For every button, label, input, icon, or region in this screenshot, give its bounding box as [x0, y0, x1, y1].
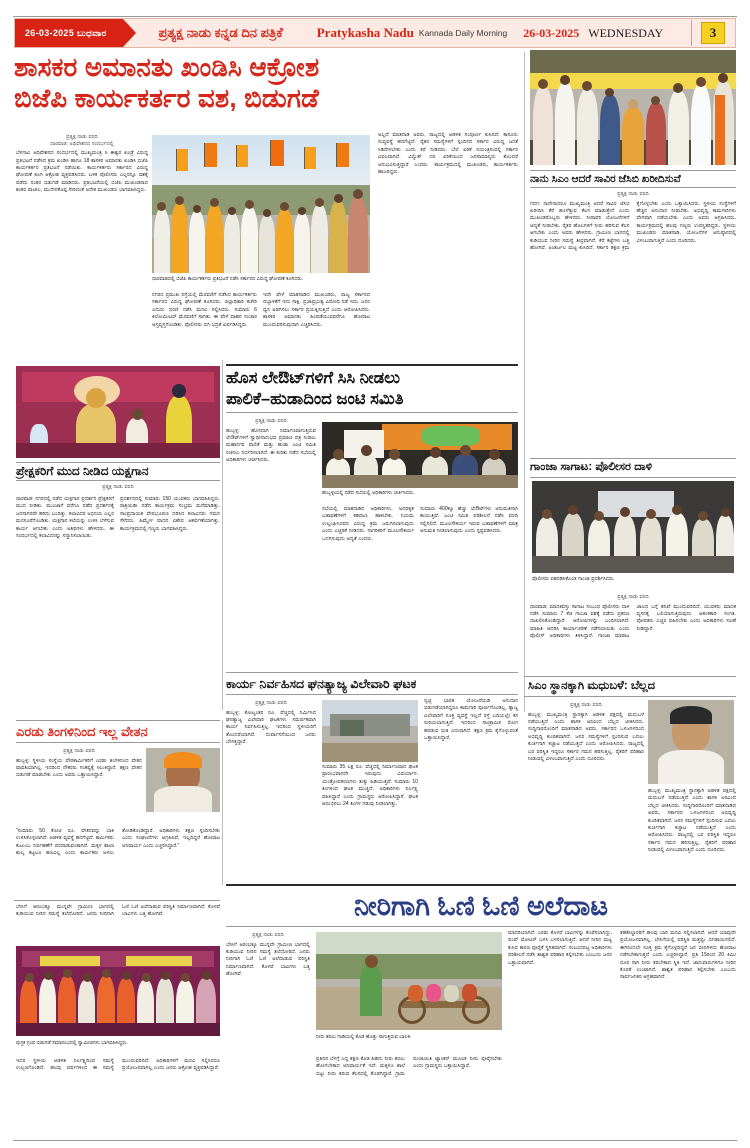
layout-meeting-photo — [322, 422, 518, 488]
ganja-body-wrap — [530, 592, 736, 676]
water-left-cont-text: ಬೇಸಿಗೆ ಆರಂಭಕ್ಕೂ ಮುನ್ನವೇ ಗ್ರಾಮೀಣ ಭಾಗದಲ್ಲಿ ಕುಡಿಯುವ ನೀರಿನ ಸಮಸ್ಯೆ ತಲೆದೋರಿದೆ. ಜನರು ನೀರಿಗಾಗಿ ಓಣಿ ಓಣಿ ಅಲೆದಾಡುವ ಪರಿಸ್ಥಿತಿ ನಿರ್ಮಾಣವಾಗಿದೆ. ಕೊಳವೆ ಬಾವಿಗಳು ಬತ್ತಿ ಹೋಗಿವೆ. — [16, 904, 220, 918]
masthead-date: 26-03-2025 — [523, 25, 580, 40]
yakshagana-headline: ಪ್ರೇಕ್ಷಕರಿಗೆ ಮುದ ನೀಡಿದ ಯಕ್ಷಗಾನ — [16, 464, 149, 478]
water-headline: ನೀರಿಗಾಗಿ ಓಣಿ ಓಣಿ ಅಲೆದಾಟ — [354, 891, 608, 921]
book-release-caption-text: ಪುಸ್ತಕ ಗ್ರಂಥ ಬಿಡುಗಡೆ ಸಮಾರಂಭದಲ್ಲಿ ಸ್ವಾಮೀಜಿಗಳು ಭಾಗವಹಿಸಿದ್ದರು. — [16, 1040, 128, 1046]
cm-headline-wrap — [528, 679, 736, 694]
jcb-text: ಗದಗ: ನಾನೇನಾದರೂ ಮುಖ್ಯಮಂತ್ರಿ ಆದರೆ ಸಾವಿರ ಜೆಸಿಬಿ ಖರೀದಿಸಿ ಕೆರೆ ಹೂಳೆತ್ತುವ ಕೆಲಸ ಮಾಡುತ್ತೇನೆ ಎಂದು ಮುಖಂಡರೊಬ್ಬರು ಹೇಳಿದರು. ನೀರಾವರಿ ಯೋಜನೆಗಳಿಗೆ ಆದ್ಯತೆ ನೀಡಬೇಕು. ರೈತರ ಹೊಲಗಳಿಗೆ ನೀರು ಹರಿಸುವ ಕೆಲಸ ಆಗಬೇಕು ಎಂದು ಅವರು ಹೇಳಿದರು. ಗ್ರಾಮೀಣ ಭಾಗದಲ್ಲಿ ಕುಡಿಯುವ ನೀರಿನ ಸಮಸ್ಯೆ ತೀವ್ರವಾಗಿದೆ. ಕೆರೆ ಕಟ್ಟೆಗಳು ಬತ್ತಿ ಹೋಗಿವೆ. ಅಂತರ್ಜಲ ಮಟ್ಟ ಕುಸಿದಿದೆ. ಸರ್ಕಾರ ತಕ್ಷಣ ಕ್ರಮ ಕೈಗೊಳ್ಳಬೇಕು ಎಂದು ಒತ್ತಾಯಿಸಿದರು. ಸ್ಥಳೀಯ ಸಂಸ್ಥೆಗಳಿಗೆ ಹೆಚ್ಚಿನ ಅನುದಾನ ನೀಡಬೇಕು. ಅಭಿವೃದ್ಧಿ ಕಾಮಗಾರಿಗಳು ವೇಗವಾಗಿ ನಡೆಯಬೇಕು ಎಂದು ಅವರು ಆಗ್ರಹಿಸಿದರು. ಕಾರ್ಯಕ್ರಮದಲ್ಲಿ ಹಲವು ಗಣ್ಯರು ಉಪಸ್ಥಿತರಿದ್ದರು. ಸ್ಥಳೀಯ ಮುಖಂಡರು ಮಾತನಾಡಿ, ಯೋಜನೆಗಳ ಅನುಷ್ಠಾನದಲ್ಲಿ ವಿಳಂಬವಾಗುತ್ತಿದೆ ಎಂದು ದೂರಿದರು. — [530, 200, 736, 252]
page-bottom-border — [13, 1140, 737, 1141]
layout-col3 — [420, 506, 518, 664]
ganja-text: ಧಾರವಾಡ: ಮಾದಕವಸ್ತು ಸಾಗಾಟ ಸಂಬಂಧ ಪೊಲೀಸರು ದಾಳಿ ನಡೆಸಿ ಸುಮಾರು 7 ಕೆಜಿ ಗಾಂಜಾ ವಶಕ್ಕೆ ಪಡೆದು ಪ್ರಕರಣ ದಾಖಲಿಸಿಕೊಂಡಿದ್ದಾರೆ. ಆರೋಪಿಗಳನ್ನು ಬಂಧಿಸಲಾಗಿದೆ. ಮಾಹಿತಿ ಆಧರಿಸಿ ಕಾರ್ಯಾಚರಣೆ ನಡೆಸಲಾಯಿತು ಎಂದು ಪೊಲೀಸ್ ಅಧಿಕಾರಿಗಳು ತಿಳಿಸಿದ್ದಾರೆ. ಗಾಂಜಾ ಮಾರಾಟ ಜಾಲದ ಬಗ್ಗೆ ತನಿಖೆ ಮುಂದುವರಿದಿದೆ. ಯುವಕರು ಮಾದಕ ವ್ಯಸನಕ್ಕೆ ಬಲಿಯಾಗುತ್ತಿರುವುದು ಆತಂಕಕಾರಿ ಸಂಗತಿ. ಪೋಷಕರು ಎಚ್ಚರ ವಹಿಸಬೇಕು ಎಂದು ಅಧಿಕಾರಿಗಳು ಸಲಹೆ ನೀಡಿದ್ದಾರೆ. — [530, 603, 736, 640]
page-number-box — [691, 20, 734, 46]
waste-col1-text: ಹುಬ್ಬಳ್ಳಿ: ಕೋಟ್ಯಂತರ ರೂ. ವೆಚ್ಚದಲ್ಲಿ ನಿರ್ಮಿಸಿದ ಘನತ್ಯಾಜ್ಯ ವಿಲೇವಾರಿ ಘಟಕಗಳು ಸಮರ್ಪಕವಾಗಿ ಕಾರ್ಯ ನಿರ್ವಹಿಸುತ್ತಿಲ್ಲ. ಇದರಿಂದ ಸ್ಥಳೀಯರಿಗೆ ತೊಂದರೆಯಾಗಿದೆ. ದುರ್ವಾಸನೆಯಿಂದ ಜನರು ಬೇಸತ್ತಿದ್ದಾರೆ. — [226, 709, 316, 746]
lead-headline-line2: ಬಿಜೆಪಿ ಕಾರ್ಯಕರ್ತರ ವಶ, ಬಿಡುಗಡೆ — [14, 83, 319, 113]
layout-headline-wrap — [226, 368, 522, 410]
jcb-photo — [530, 50, 736, 165]
waste-headline-wrap — [226, 676, 522, 692]
lead-col4-text: ಅಲ್ಲದೆ ಮಾತನಾಡಿ ಅವರು, ರಾಜ್ಯದಲ್ಲಿ ಆಡಳಿತ ಸಂಪೂರ್ಣ ಕುಸಿದಿದೆ. ಕಾನೂನು ಸುವ್ಯವಸ್ಥೆ ಹದಗೆಟ್ಟಿದೆ. ರೈತರ ಸಮಸ್ಯೆಗಳಿಗೆ ಸ್ಪಂದಿಸದ ಸರ್ಕಾರ ವಿರುದ್ಧ ಜನತೆ ಸಿಡಿದೇಳಬೇಕು ಎಂದು ಕರೆ ನೀಡಿದರು. ಬೆಲೆ ಏರಿಕೆ ನಿಯಂತ್ರಿಸುವಲ್ಲಿ ಸರ್ಕಾರ ವಿಫಲವಾಗಿದೆ. ವಿದ್ಯುತ್ ದರ ಏರಿಕೆಯಿಂದ ಜನಸಾಮಾನ್ಯರು ತೊಂದರೆ ಅನುಭವಿಸುತ್ತಿದ್ದಾರೆ ಎಂದರು. ಕಾರ್ಯಕ್ರಮದಲ್ಲಿ ಮುಖಂಡರು, ಕಾರ್ಯಕರ್ತರು ಹಾಜರಿದ್ದರು. — [378, 132, 518, 176]
lead-col3 — [263, 292, 370, 354]
lead-photo — [152, 135, 370, 273]
salary-col1-text: ಹುಬ್ಬಳ್ಳಿ: ಸ್ಥಳೀಯ ಸಂಸ್ಥೆಯ ಪೌರಕಾರ್ಮಿಕರಿಗೆ ಎರಡು ತಿಂಗಳಿನಿಂದ ವೇತನ ಪಾವತಿಯಾಗಿಲ್ಲ. ಇದರಿಂದ ನೌಕರರು ಸಂಕಷ್ಟಕ್ಕೆ ಸಿಲುಕಿದ್ದಾರೆ. ತಕ್ಷಣ ವೇತನ ಬಿಡುಗಡೆ ಮಾಡಬೇಕು ಎಂದು ಅವರು ಒತ್ತಾಯಿಸಿದ್ದಾರೆ. — [16, 757, 142, 779]
ganja-headline: ಗಾಂಜಾ ಸಾಗಾಟ: ಪೊಲೀಸರ ದಾಳಿ — [530, 461, 652, 473]
waste-col3 — [424, 698, 518, 874]
masthead — [14, 18, 736, 48]
lead-photo-caption-text: ಧಾರವಾಡದಲ್ಲಿ ಬಿಜೆಪಿ ಕಾರ್ಯಕರ್ತರು ಪ್ರತಿಭಟನೆ ನಡೆಸಿ ಸರ್ಕಾರದ ವಿರುದ್ಧ ಘೋಷಣೆ ಕೂಗಿದರು. — [152, 276, 304, 282]
water-cart-photo — [316, 932, 502, 1030]
ganja-headline-wrap — [530, 460, 736, 475]
layout-col3-text: ಸುಮಾರು 400ಕ್ಕೂ ಹೆಚ್ಚು ಲೇಔಟ್‌ಗಳು ಅನುಮತಿಗಾಗಿ ಕಾಯುತ್ತಿವೆ. ಜಂಟಿ ಸಮಿತಿ ಪರಿಶೀಲನೆ ನಡೆಸಿ ವರದಿ ಸಲ್ಲಿಸಲಿದೆ. ಮೂಲಸೌಕರ್ಯ ಇರುವ ಬಡಾವಣೆಗಳಿಗೆ ಮಾತ್ರ ಅನುಮತಿ ನೀಡಲಾಗುವುದು ಎಂದು ಸ್ಪಷ್ಟಪಡಿಸಿದರು. — [420, 506, 518, 535]
water-col3-text: ಮಾದರಿಯಾಗಿದೆ. ಎರಡು ಕೊಳವೆ ಬಾವಿಗಳನ್ನು ಕೊರೆಸಲಾಗಿದ್ದು, ಪಂಪ್ ಮೋಟರ್ ಬಳಸಿ ಬಳಸಲಾಗುತ್ತಿದೆ. ಆದರೆ ನೀರಿನ ಮಟ್ಟ ಕುಸಿದ ಕಾರಣ ಪೂರೈಕೆ ಸ್ಥಗಿತವಾಗಿದೆ. ಸಂಬಂಧಪಟ್ಟ ಅಧಿಕಾರಿಗಳು ಪರಿಶೀಲನೆ ನಡೆಸಿ ಶಾಶ್ವತ ಪರಿಹಾರ ಕಲ್ಪಿಸಬೇಕು ಎಂಬುದು ಜನರ ಒತ್ತಾಯವಾಗಿದೆ. — [508, 930, 612, 966]
cm-text-continued — [648, 788, 736, 870]
salary-byline: ಪ್ರತ್ಯಕ್ಷ ನಾಡು ವರದಿ — [63, 748, 95, 754]
lead-byline-name: ಪ್ರತ್ಯಕ್ಷ ನಾಡು ವರದಿ — [66, 134, 98, 140]
lead-col4 — [378, 132, 518, 354]
yakshagana-photo — [16, 366, 220, 458]
yakshagana-byline-wrap — [16, 482, 220, 494]
masthead-english-subtitle: Kannada Daily Morning — [418, 28, 508, 38]
cm-headline: ಸಿಎಂ ಸ್ಥಾನಕ್ಕಾಗಿ ಮಧುಬಳೆ: ಬೆಲ್ಲದ — [528, 680, 656, 692]
lead-col3-text: ಇದೇ ವೇಳೆ ಮಾತನಾಡಿದ ಮುಖಂಡರು, ರಾಜ್ಯ ಸರ್ಕಾರದ ದಬ್ಬಾಳಿಕೆಗೆ ಇದು ಸಾಕ್ಷಿ. ಪ್ರಜಾಪ್ರಭುತ್ವ ವಿರೋಧಿ ನಡೆ ಇದು. ಜನರ ಧ್ವನಿ ಅಡಗಿಸಲು ಸರ್ಕಾರ ಪ್ರಯತ್ನಿಸುತ್ತಿದೆ ಎಂದು ಆರೋಪಿಸಿದರು. ಶಾಸಕರ ಅಮಾನತು ಹಿಂಪಡೆಯುವವರೆಗೂ ಹೋರಾಟ ಮುಂದುವರಿಸುವುದಾಗಿ ಎಚ್ಚರಿಸಿದರು. — [263, 292, 370, 328]
yakshagana-col1-text: ಧಾರವಾಡ: ನಗರದಲ್ಲಿ ನಡೆದ ಯಕ್ಷಗಾನ ಪ್ರದರ್ಶನ ಪ್ರೇಕ್ಷಕರಿಗೆ ಮುದ ನೀಡಿತು. ಮುಂಜಾನೆ ವರೆಗೂ ನಡೆದ ಪ್ರದರ್ಶನಕ್ಕೆ ಜನಸಾಗರವೇ ಹರಿದು ಬಂದಿತ್ತು. ಕಲಾವಿದರ ಅಭಿನಯ ಎಲ್ಲರ ಮನಸೂರೆಗೊಂಡಿತು. ಯಕ್ಷಗಾನ ಕಲೆಯನ್ನು ಉಳಿಸಿ ಬೆಳೆಸುವ ಕಾರ್ಯ ಆಗಬೇಕು ಎಂದು ಅತಿಥಿಗಳು ಹೇಳಿದರು. ಈ ಸಂದರ್ಭದಲ್ಲಿ ಕಲಾವಿದರನ್ನು ಸನ್ಮಾನಿಸಲಾಯಿತು. — [16, 496, 114, 540]
waste-col1 — [226, 698, 316, 884]
jcb-body-wrap — [530, 189, 736, 459]
cm-text-cont: ಹುಬ್ಬಳ್ಳಿ: ಮುಖ್ಯಮಂತ್ರಿ ಸ್ಥಾನಕ್ಕಾಗಿ ಆಡಳಿತ ಪಕ್ಷದಲ್ಲಿ ಮಧುಬಳೆ ನಡೆಯುತ್ತಿದೆ ಎಂದು ಶಾಸಕ ಅರವಿಂದ ಬೆಲ್ಲದ ಟೀಕಿಸಿದರು. ಸುದ್ದಿಗಾರರೊಂದಿಗೆ ಮಾತನಾಡಿದ ಅವರು, ಸರ್ಕಾರದ ಒಳಜಗಳದಿಂದ ಅಭಿವೃದ್ಧಿ ಕುಂಠಿತವಾಗಿದೆ. ಜನರ ಸಮಸ್ಯೆಗಳಿಗೆ ಸ್ಪಂದಿಸುವ ಬದಲು ಕುರ್ಚಿಗಾಗಿ ಕಚ್ಚಾಟ ನಡೆಯುತ್ತಿದೆ ಎಂದು ಆರೋಪಿಸಿದರು. ರಾಜ್ಯದಲ್ಲಿ ಬರ ಪರಿಸ್ಥಿತಿ ಇದ್ದರೂ ಸರ್ಕಾರ ಗಮನ ಹರಿಸುತ್ತಿಲ್ಲ. ರೈತರಿಗೆ ಪರಿಹಾರ ನೀಡುವಲ್ಲಿ ವಿಳಂಬವಾಗುತ್ತಿದೆ ಎಂದು ದೂರಿದರು. — [648, 788, 736, 854]
salary-headline-wrap — [16, 723, 222, 740]
book-release-photo — [16, 946, 220, 1036]
water-col3 — [508, 930, 612, 1130]
yakshagana-headline-wrap — [16, 464, 220, 479]
water-byline: ಪ್ರತ್ಯಕ್ಷ ನಾಡು ವರದಿ — [252, 932, 284, 938]
page-top-border — [13, 16, 737, 17]
jcb-byline: ಪ್ರತ್ಯಕ್ಷ ನಾಡು ವರದಿ — [617, 191, 649, 197]
water-col1 — [226, 930, 310, 1138]
yakshagana-col1 — [16, 496, 114, 702]
layout-col1 — [226, 416, 316, 674]
lead-col2-text: ನಗರದ ಪ್ರಮುಖ ರಸ್ತೆಯಲ್ಲಿ ಮೆರವಣಿಗೆ ನಡೆಸಿದ ಕಾರ್ಯಕರ್ತರು ಸರ್ಕಾರದ ವಿರುದ್ಧ ಘೋಷಣೆ ಕೂಗಿದರು. ಜಿಲ್ಲಾಧಿಕಾರಿ ಕಚೇರಿ ಎದುರು ಧರಣಿ ನಡೆಸಿ ಮನವಿ ಸಲ್ಲಿಸಿದರು. ಸುಮಾರು 6 ಕಿಲೋಮೀಟರ್ ಮೆರವಣಿಗೆ ಸಾಗಿತು. ಈ ವೇಳೆ ವಾಹನ ಸಂಚಾರ ಅಸ್ತವ್ಯಸ್ತಗೊಂಡಿತು. ಪೊಲೀಸರು ಬಿಗಿ ಭದ್ರತೆ ಏರ್ಪಡಿಸಿದ್ದರು. — [152, 292, 257, 328]
layout-col2-text: ಸಭೆಯಲ್ಲಿ ಮಾತನಾಡಿದ ಅಧಿಕಾರಿಗಳು, ಅನಧಿಕೃತ ಬಡಾವಣೆಗಳಿಗೆ ಕಡಿವಾಣ ಹಾಕಬೇಕು. ನಿಯಮ ಉಲ್ಲಂಘಿಸಿದವರ ವಿರುದ್ಧ ಕ್ರಮ ಜರುಗಿಸಲಾಗುವುದು ಎಂದು ಎಚ್ಚರಿಕೆ ನೀಡಿದರು. ನಾಗರಿಕರಿಗೆ ಮೂಲಸೌಕರ್ಯ ಒದಗಿಸುವುದು ಆದ್ಯತೆ ಎಂದರು. — [322, 506, 414, 542]
layout-byline: ಪ್ರತ್ಯಕ್ಷ ನಾಡು ವರದಿ — [255, 418, 287, 424]
layout-photo-caption-text: ಹುಬ್ಬಳ್ಳಿಯಲ್ಲಿ ನಡೆದ ಸಭೆಯಲ್ಲಿ ಅಧಿಕಾರಿಗಳು ಚರ್ಚಿಸಿದರು. — [322, 490, 415, 496]
water-left-tail-text: ಇದರ ಸ್ಥಳೀಯ ಆಡಳಿತ ನಿರ್ಲಕ್ಷ್ಯದಿಂದ ಸಮಸ್ಯೆ ಉಲ್ಬಣಗೊಂಡಿದೆ. ಹಲವು ವರ್ಷಗಳಿಂದ ಈ ಸಮಸ್ಯೆ ಮುಂದುವರಿದಿದೆ. ಅಧಿಕಾರಿಗಳಿಗೆ ಮನವಿ ಸಲ್ಲಿಸಿದರೂ ಪ್ರಯೋಜನವಾಗಿಲ್ಲ ಎಂದು ಜನರು ಆಕ್ರೋಶ ವ್ಯಕ್ತಪಡಿಸಿದ್ದಾರೆ. — [16, 1058, 220, 1072]
column-rule-right — [524, 52, 525, 712]
jcb-headline-wrap — [530, 172, 736, 186]
lead-headline — [14, 52, 522, 114]
waste-col3-text: ಸ್ವಚ್ಛ ಭಾರತ ಯೋಜನೆಯಡಿ ಅನುದಾನ ಬಿಡುಗಡೆಯಾಗಿದ್ದರೂ ಕಾಮಗಾರಿ ಪೂರ್ಣಗೊಂಡಿಲ್ಲ. ತ್ಯಾಜ್ಯ ವಿಲೇವಾರಿಗೆ ಸೂಕ್ತ ವ್ಯವಸ್ಥೆ ಇಲ್ಲದೆ ರಸ್ತೆ ಬದಿಯಲ್ಲೇ ಕಸ ಸುರಿಯಲಾಗುತ್ತಿದೆ. ಇದರಿಂದ ಸಾಂಕ್ರಾಮಿಕ ರೋಗ ಹರಡುವ ಭೀತಿ ಎದುರಾಗಿದೆ. ತಕ್ಷಣ ಕ್ರಮ ಕೈಗೊಳ್ಳುವಂತೆ ಒತ್ತಾಯಿಸಿದ್ದಾರೆ. — [424, 698, 518, 742]
waste-col2 — [322, 764, 418, 874]
waste-photo — [322, 700, 418, 762]
lead-photo-caption — [152, 276, 370, 283]
water-left-continuation — [16, 904, 220, 930]
lead-col1-text: ಬೆಳಗಾವಿ ಅಧಿವೇಶನದ ಸಂದರ್ಭದಲ್ಲಿ ಮುಖ್ಯಮಂತ್ರಿ ಸಿ ಈಶ್ವರ ಖಂಡ್ರೆ ವಿರುದ್ಧ ಪ್ರತಿಭಟನೆ ನಡೆಸಿದ ಕ್ರಮ ಖಂಡಿಸಿ ಹಾಗೂ 18 ಶಾಸಕರ ಅಮಾನತು ಖಂಡಿಸಿ ಬಿಜೆಪಿ ಕಾರ್ಯಕರ್ತರ ಪ್ರತಿಭಟನೆ ನಡೆಯಿತು. ಕಾರ್ಯಕರ್ತರು ಸರ್ಕಾರದ ವಿರುದ್ಧ ಘೋಷಣೆ ಕೂಗಿ ಆಕ್ರೋಶ ವ್ಯಕ್ತಪಡಿಸಿದರು. ಬಳಿಕ ಪೊಲೀಸರು ಎಲ್ಲರನ್ನೂ ವಶಕ್ಕೆ ಪಡೆದು ನಂತರ ಬಿಡುಗಡೆ ಮಾಡಿದರು. ಪ್ರತಿಭಟನೆಯಲ್ಲಿ ಬಿಜೆಪಿ ಮುಖಂಡರಾದ ಶಂಕರ ಪಾಟೀಲ, ಮುನೇನಕೊಪ್ಪ ಸೇರಿದಂತೆ ಅನೇಕ ಮುಖಂಡರು ಭಾಗವಹಿಸಿದ್ದರು. — [16, 150, 148, 194]
column-rule-mid-left-2 — [222, 720, 223, 885]
yakshagana-col2-text: ಪ್ರದರ್ಶನದಲ್ಲಿ ಸುಮಾರು 150 ಯುವಕರು ಭಾಗವಹಿಸಿದ್ದರು. ರಾತ್ರಿಯಿಡೀ ನಡೆದ ಕಾರ್ಯಕ್ರಮ ಸಂಭ್ರಮ ಮನೆಮಾಡಿತ್ತು. ಸಾಂಪ್ರದಾಯಿಕ ವೇಷಭೂಷಣ ಧರಿಸಿದ ಕಲಾವಿದರು ಗಮನ ಸೆಳೆದರು. ಹಿಮ್ಮೇಳ ವಾದನ ವಿಶೇಷ ಆಕರ್ಷಣೆಯಾಗಿತ್ತು. ಕಾರ್ಯಕ್ರಮದಲ್ಲಿ ಗಣ್ಯರು ಭಾಗವಹಿಸಿದ್ದರು. — [120, 496, 220, 532]
salary-portrait-photo — [146, 748, 220, 812]
water-left-tail — [16, 1058, 220, 1134]
layout-col1-text: ಹುಬ್ಬಳ್ಳಿ: ಹೊಸದಾಗಿ ನಿರ್ಮಾಣವಾಗುತ್ತಿರುವ ಲೇಔಟ್‌ಗಳಿಗೆ ಸ್ವಾಧೀನಾನುಭವ ಪ್ರಮಾಣ ಪತ್ರ ನೀಡಲು ಮಹಾನಗರ ಪಾಲಿಕೆ ಮತ್ತು ಹುಡಾ ಜಂಟಿ ಸಮಿತಿ ರಚಿಸಲು ನಿರ್ಧರಿಸಲಾಗಿದೆ. ಈ ಕುರಿತು ನಡೆದ ಸಭೆಯಲ್ಲಿ ಅಧಿಕಾರಿಗಳು ಚರ್ಚಿಸಿದರು. — [226, 427, 316, 464]
ganja-photo-caption-text: ಪೊಲೀಸರು ವಶಪಡಿಸಿಕೊಂಡ ಗಾಂಜಾ ಪ್ರದರ್ಶಿಸಿದರು. — [532, 576, 615, 582]
ganja-photo — [532, 481, 734, 573]
salary-col1 — [16, 746, 142, 838]
salary-col2-text: "ಸುಮಾರು 50 ಕೋಟಿ ರೂ. ವೇತನವನ್ನು ಬಾಕಿ ಉಳಿಸಿಕೊಳ್ಳಲಾಗಿದೆ. ಆಡಳಿತ ವ್ಯವಸ್ಥೆ ಹದಗೆಟ್ಟಿದೆ. ಕಾರ್ಮಿಕರು ಕುಟುಂಬ ನಿರ್ವಹಣೆಗೆ ಪರದಾಡುವಂತಾಗಿದೆ. ಮಕ್ಕಳ ಶಾಲಾ ಶುಲ್ಕ ಕಟ್ಟಲೂ ಹಣವಿಲ್ಲ ಎಂದು ಕಾರ್ಮಿಕರು ಅಳಲು ತೋಡಿಕೊಂಡಿದ್ದಾರೆ. ಅಧಿಕಾರಿಗಳು ತಕ್ಷಣ ಸ್ಪಂದಿಸಬೇಕು ಎಂದು ಸಂಘಟನೆಗಳು ಆಗ್ರಹಿಸಿವೆ. ಇಲ್ಲದಿದ್ದರೆ ಹೋರಾಟ ಅನಿವಾರ್ಯ ಎಂದು ಎಚ್ಚರಿಸಿದ್ದಾರೆ." — [16, 828, 220, 857]
layout-photo-caption — [322, 490, 518, 497]
masthead-english-title: Pratykasha Nadu — [316, 25, 414, 40]
water-col5 — [620, 930, 736, 1130]
masthead-day: WEDNESDAY — [588, 25, 664, 40]
book-release-caption — [16, 1040, 220, 1047]
ganja-photo-caption — [532, 576, 734, 583]
lead-col1 — [16, 132, 148, 338]
waste-byline: ಪ್ರತ್ಯಕ್ಷ ನಾಡು ವರದಿ — [255, 700, 287, 706]
cm-byline: ಪ್ರತ್ಯಕ್ಷ ನಾಡು ವರದಿ — [570, 702, 602, 708]
salary-col2 — [16, 828, 220, 884]
masthead-date-tab: 26-03-2025 ಬುಧವಾರ — [15, 19, 123, 47]
lead-byline-place: ಧಾರವಾಡ: ಅಧಿವೇಶನದ ಸಂದರ್ಭದಲ್ಲಿ — [50, 140, 114, 147]
lead-byline — [16, 134, 148, 147]
waste-headline: ಕಾರ್ಯ ನಿರ್ವಹಿಸದ ಘನತ್ಯಾಜ್ಯ ವಿಲೇವಾರಿ ಘಟಕ — [226, 677, 417, 691]
water-cart-caption-text: ನೀರು ತರಲು ಗಾಡಿಯಲ್ಲಿ ಕೊಡ ಹೊತ್ತು ಸಾಗುತ್ತಿರುವ ಬಾಲಕ. — [316, 1034, 412, 1040]
lead-col2 — [152, 292, 257, 354]
layout-headline-line1: ಹೊಸ ಲೇಔಟ್‌ಗಳಿಗೆ ಸಿಸಿ ನೀಡಲು — [226, 369, 401, 387]
page-number: 3 — [701, 22, 725, 44]
layout-headline-line2: ಪಾಲಿಕೆ–ಹುಡಾದಿಂದ ಜಂಟಿ ಸಮಿತಿ — [226, 390, 404, 408]
ganja-byline: ಪ್ರತ್ಯಕ್ಷ ನಾಡು ವರದಿ — [617, 594, 649, 600]
jcb-headline: ನಾನು ಸಿಎಂ ಆದರೆ ಸಾವಿರ ಜೆಸಿಬಿ ಖರೀದಿಸುವೆ — [530, 173, 681, 185]
water-col1-text: ಬೇಸಿಗೆ ಆರಂಭಕ್ಕೂ ಮುನ್ನವೇ ಗ್ರಾಮೀಣ ಭಾಗದಲ್ಲಿ ಕುಡಿಯುವ ನೀರಿನ ಸಮಸ್ಯೆ ತಲೆದೋರಿದೆ. ಜನರು ನೀರಿಗಾಗಿ ಓಣಿ ಓಣಿ ಅಲೆದಾಡುವ ಪರಿಸ್ಥಿತಿ ನಿರ್ಮಾಣವಾಗಿದೆ. ಕೊಳವೆ ಬಾವಿಗಳು ಬತ್ತಿ ಹೋಗಿವೆ. — [226, 941, 310, 978]
salary-headline: ಎರಡು ತಿಂಗಳಿನಿಂದ ಇಲ್ಲ ವೇತನ — [16, 724, 148, 739]
water-col2-text: ಪ್ರತಿದಿನ ಬೆಳಗ್ಗೆ ಎದ್ದ ತಕ್ಷಣ ಕೊಡ ಹಿಡಿದು ನೀರು ತರಲು ಹೋಗಬೇಕಾದ ಅನಿವಾರ್ಯತೆ ಇದೆ. ಮಕ್ಕಳೂ ಶಾಲೆ ಬಿಟ್ಟು ನೀರು ತರುವ ಕೆಲಸದಲ್ಲಿ ತೊಡಗಿದ್ದಾರೆ. ಗ್ರಾಮ ಪಂಚಾಯಿತಿ ಟ್ಯಾಂಕರ್ ಮೂಲಕ ನೀರು ಪೂರೈಸಬೇಕು ಎಂದು ಗ್ರಾಮಸ್ಥರು ಒತ್ತಾಯಿಸಿದ್ದಾರೆ. — [316, 1056, 502, 1077]
water-cart-caption — [316, 1034, 502, 1041]
water-col5-text: ತಹಶೀಲ್ದಾರರಿಗೆ ಹಲವು ಬಾರಿ ಮನವಿ ಸಲ್ಲಿಸಲಾಗಿದೆ. ಆದರೆ ಯಾವುದೇ ಪ್ರಯೋಜನವಾಗಿಲ್ಲ. ಬೇಸಿಗೆಯಲ್ಲಿ ಪರಿಸ್ಥಿತಿ ಮತ್ತಷ್ಟು ಬಿಗಡಾಯಿಸಲಿದೆ. ಈಗಿನಿಂದಲೇ ಸೂಕ್ತ ಕ್ರಮ ಕೈಗೊಳ್ಳದಿದ್ದರೆ ಜನ ಬೀದಿಗಿಳಿದು ಹೋರಾಟ ನಡೆಸಬೇಕಾಗುತ್ತದೆ ಎಂದು ಎಚ್ಚರಿಸಿದ್ದಾರೆ. ಪ್ರತಿ 15ರಿಂದ 20 ಕಿಮೀ ದೂರ ಸಾಗಿ ನೀರು ತರಬೇಕಾದ ಸ್ಥಿತಿ ಇದೆ. ಜಾನುವಾರುಗಳಿಗೂ ನೀರಿನ ಕೊರತೆ ಉಂಟಾಗಿದೆ. ಶಾಶ್ವತ ಪರಿಹಾರ ಕಲ್ಪಿಸಬೇಕು ಎಂಬುದು ಸಾರ್ವಜನಿಕರ ಆಗ್ರಹವಾಗಿದೆ. — [620, 930, 736, 981]
column-rule-mid-left — [222, 360, 223, 710]
cm-text-wrap — [528, 700, 644, 882]
yakshagana-byline: ಪ್ರತ್ಯಕ್ಷ ನಾಡು ವರದಿ — [102, 484, 134, 490]
cm-text: ಹುಬ್ಬಳ್ಳಿ: ಮುಖ್ಯಮಂತ್ರಿ ಸ್ಥಾನಕ್ಕಾಗಿ ಆಡಳಿತ ಪಕ್ಷದಲ್ಲಿ ಮಧುಬಳೆ ನಡೆಯುತ್ತಿದೆ ಎಂದು ಶಾಸಕ ಅರವಿಂದ ಬೆಲ್ಲದ ಟೀಕಿಸಿದರು. ಸುದ್ದಿಗಾರರೊಂದಿಗೆ ಮಾತನಾಡಿದ ಅವರು, ಸರ್ಕಾರದ ಒಳಜಗಳದಿಂದ ಅಭಿವೃದ್ಧಿ ಕುಂಠಿತವಾಗಿದೆ. ಜನರ ಸಮಸ್ಯೆಗಳಿಗೆ ಸ್ಪಂದಿಸುವ ಬದಲು ಕುರ್ಚಿಗಾಗಿ ಕಚ್ಚಾಟ ನಡೆಯುತ್ತಿದೆ ಎಂದು ಆರೋಪಿಸಿದರು. ರಾಜ್ಯದಲ್ಲಿ ಬರ ಪರಿಸ್ಥಿತಿ ಇದ್ದರೂ ಸರ್ಕಾರ ಗಮನ ಹರಿಸುತ್ತಿಲ್ಲ. ರೈತರಿಗೆ ಪರಿಹಾರ ನೀಡುವಲ್ಲಿ ವಿಳಂಬವಾಗುತ್ತಿದೆ ಎಂದು ದೂರಿದರು. — [528, 711, 644, 763]
waste-col2-text: ಸುಮಾರು 35 ಲಕ್ಷ ರೂ. ವೆಚ್ಚದಲ್ಲಿ ನಿರ್ಮಾಣವಾದ ಘಟಕ ಪ್ರಾರಂಭವಾಗದೇ ಇರುವುದು ವಿಪರ್ಯಾಸ. ಯಂತ್ರೋಪಕರಣಗಳು ತುಕ್ಕು ಹಿಡಿಯುತ್ತಿವೆ. ಸುಮಾರು 10 ತಿಂಗಳಿಂದ ಘಟಕ ಮುಚ್ಚಿದೆ. ಅಧಿಕಾರಿಗಳು ನಿರ್ಲಕ್ಷ್ಯ ವಹಿಸಿದ್ದಾರೆ ಎಂದು ಗ್ರಾಮಸ್ಥರು ಆರೋಪಿಸಿದ್ದಾರೆ. ಘಟಕ ಆರಂಭಿಸಲು 24 ತಿಂಗಳ ಗಡುವು ನೀಡಲಾಗಿತ್ತು. — [322, 764, 418, 808]
cm-portrait-photo — [648, 700, 734, 784]
layout-col2 — [322, 506, 414, 664]
masthead-kannada-title: ಪ್ರತ್ಯಕ್ಷ ನಾಡು ಕನ್ನಡ ದಿನ ಪತ್ರಿಕೆ — [158, 25, 283, 40]
lead-headline-line1: ಶಾಸಕರ ಅಮಾನತು ಖಂಡಿಸಿ ಆಕ್ರೋಶ — [14, 52, 320, 82]
yakshagana-col2 — [120, 496, 220, 702]
water-headline-wrap — [226, 890, 736, 923]
water-col2 — [316, 1056, 502, 1134]
